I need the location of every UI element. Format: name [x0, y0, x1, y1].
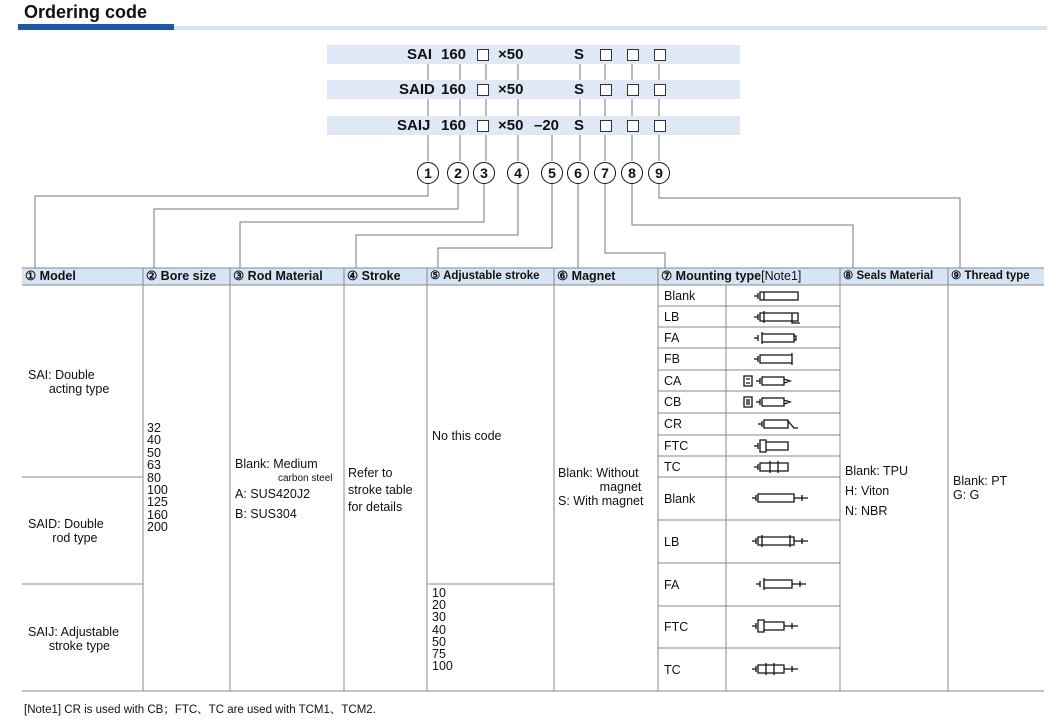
header-rod-material: ③ Rod Material	[230, 268, 344, 285]
code-bore: 160	[441, 117, 467, 134]
bore-sizes: 32 40 50 63 80 100 125 160 200	[147, 421, 168, 535]
seals-options: Blank: TPU H: Viton N: NBR	[845, 464, 908, 518]
code-magnet: S	[574, 117, 585, 134]
position-number-6: 6	[567, 162, 589, 184]
mounting-label: CB	[664, 395, 682, 409]
double-rod-center-trunnion-icon	[752, 663, 798, 675]
code-bore: 160	[441, 81, 467, 98]
double-rod-foot-icon	[752, 535, 808, 547]
model-saij: SAIJ: Adjustable stroke type	[28, 625, 120, 653]
mounting-label: FB	[664, 352, 680, 366]
footnote: [Note1] CR is used with CB；FTC、TC are used with TCM1、TCM2.	[24, 704, 376, 716]
thread-options: Blank: PT G: G	[953, 474, 1008, 502]
adjustable-none: No this code	[432, 429, 502, 443]
code-model: SAI	[407, 46, 433, 63]
position-number-4: 4	[507, 162, 529, 184]
clevis-a-icon	[744, 376, 790, 386]
position-number-2: 2	[447, 162, 469, 184]
code-magnet: S	[574, 46, 585, 63]
mounting-label: CA	[664, 374, 682, 388]
code-stroke: ×50	[498, 46, 524, 63]
mounting-label: FTC	[664, 620, 689, 634]
code-stroke: ×50	[498, 117, 524, 134]
rod-material-carbon: carbon steel	[278, 473, 333, 484]
mounting-label: TC	[664, 663, 681, 677]
model-said: SAID: Double rod type	[28, 517, 104, 545]
position-number-3: 3	[473, 162, 495, 184]
stroke-note: Refer to stroke table for details	[348, 466, 413, 514]
page-title: Ordering code	[24, 2, 148, 22]
mounting-label: FA	[664, 578, 680, 592]
rear-flange-icon	[754, 353, 792, 365]
mounting-label: FA	[664, 331, 680, 345]
header-thread-type: ⑨ Thread type	[948, 268, 1044, 285]
code-magnet: S	[574, 81, 585, 98]
header-seals-material: ⑧ Seals Material	[840, 268, 948, 285]
code-model: SAID	[399, 81, 435, 98]
header-bore-size: ② Bore size	[143, 268, 230, 285]
header-stroke: ④ Stroke	[344, 268, 427, 285]
code-bore: 160	[441, 46, 467, 63]
rod-material-b: B: SUS304	[235, 507, 297, 521]
code-adjust: –20	[534, 117, 560, 134]
mounting-label: TC	[664, 460, 681, 474]
center-trunnion-icon	[754, 461, 788, 473]
mounting-label: LB	[664, 310, 680, 324]
header-note-ref: [Note1]	[761, 269, 802, 283]
magnet-options: Blank: Without magnet S: With magnet	[558, 466, 644, 508]
front-flange-icon	[754, 332, 796, 344]
rod-material-blank: Blank: Medium	[235, 457, 318, 471]
code-stroke: ×50	[498, 81, 524, 98]
double-rod-trunnion-icon	[752, 620, 798, 632]
position-number-5: 5	[541, 162, 563, 184]
double-rod-icon	[752, 494, 808, 502]
position-number-7: 7	[594, 162, 616, 184]
position-number-1: 1	[417, 162, 439, 184]
mounting-label: FTC	[664, 439, 689, 453]
adjustable-values: 10 20 30 40 50 75 100	[432, 586, 453, 674]
model-sai: SAI: Double acting type	[28, 368, 110, 396]
mounting-label: Blank	[664, 289, 696, 303]
foot-mount-icon	[754, 311, 800, 323]
mounting-label: Blank	[664, 492, 696, 506]
position-number-9: 9	[648, 162, 670, 184]
clevis-rear-icon	[758, 420, 798, 428]
header-model: ① Model	[22, 268, 143, 285]
clevis-b-icon	[744, 397, 790, 407]
cylinder-icon	[754, 292, 798, 300]
header-adjustable-stroke: ⑤ Adjustable stroke	[427, 268, 554, 285]
header-magnet: ⑥ Magnet	[554, 268, 658, 285]
header-mounting-label: ⑦ Mounting type	[661, 269, 762, 283]
mounting-label: LB	[664, 535, 680, 549]
mounting-label: CR	[664, 417, 683, 431]
rod-material-a: A: SUS420J2	[235, 487, 311, 501]
code-model: SAIJ	[397, 117, 431, 134]
front-trunnion-icon	[754, 440, 788, 452]
position-number-8: 8	[621, 162, 643, 184]
double-rod-flange-icon	[756, 578, 806, 590]
